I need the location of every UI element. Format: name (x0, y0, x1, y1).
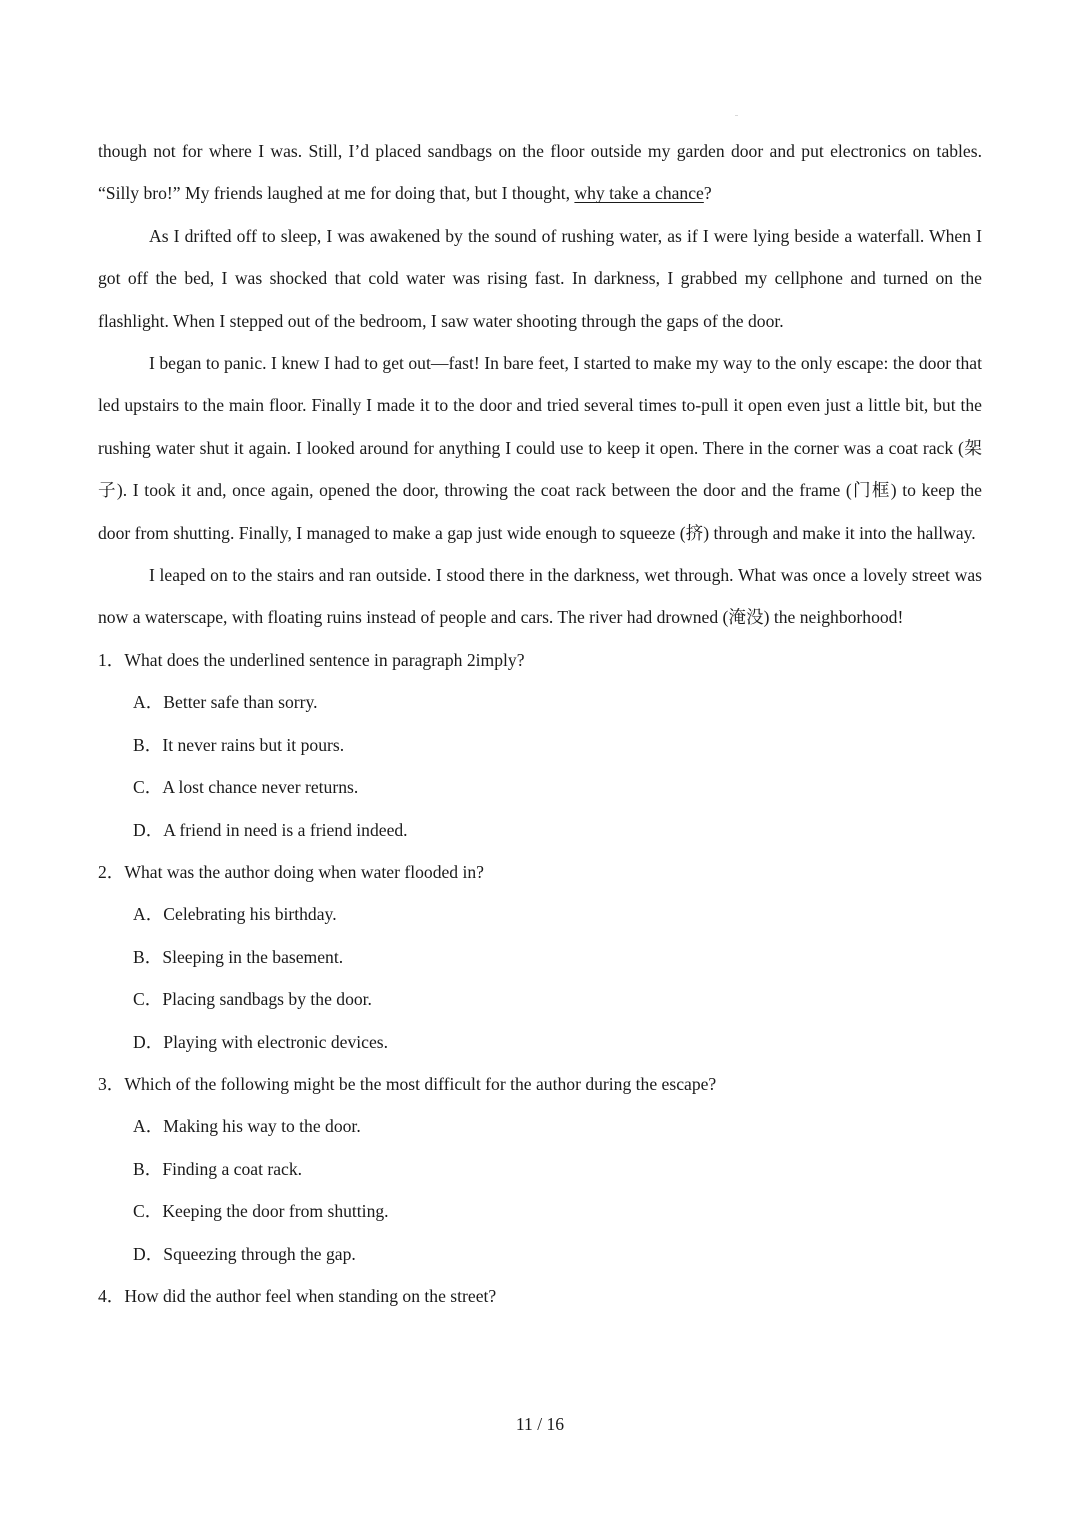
question-text: Which of the following might be the most difficult for the author during the escape? (124, 1073, 717, 1094)
question-3 (98, 1063, 982, 1105)
underlined-sentence: why take a chance (574, 183, 704, 204)
question-text: What was the author doing when water flooded in? (124, 861, 484, 882)
question-2-option-a[interactable]: A．Celebrating his birthday. (133, 904, 337, 925)
page-number: 11 / 16 (515, 1414, 565, 1434)
paragraph-1-text: though not for where I was. Still, I’d placed sandbags on the floor outside my garden door and put electronics on tables. “Silly bro!” My friends laughed at me for doing that, but I thought, (98, 141, 982, 204)
question-1-option-b[interactable]: B．It never rains but it pours. (133, 734, 345, 755)
question-1 (98, 639, 982, 681)
question-number: 2． (98, 861, 125, 882)
question-number: 3． (98, 1073, 125, 1094)
question-3-option-b[interactable]: B．Finding a coat rack. (133, 1158, 303, 1179)
question-2-option-b[interactable]: B．Sleeping in the basement. (133, 946, 344, 967)
question-number: 4． (98, 1285, 125, 1306)
question-2 (98, 851, 982, 893)
question-3-option-a[interactable]: A．Making his way to the door. (133, 1116, 361, 1137)
scan-speck (735, 115, 738, 116)
question-1-option-a[interactable]: A．Better safe than sorry. (133, 692, 318, 713)
document-page (98, 130, 982, 1317)
paragraph-1-end: ? (703, 183, 712, 204)
passage-paragraph-1 (98, 130, 982, 215)
question-1-option-d[interactable]: D．A friend in need is a friend indeed. (133, 819, 408, 840)
question-1-option-c[interactable]: C．A lost chance never returns. (133, 777, 359, 798)
passage-paragraph-2: As I drifted off to sleep, I was awakened by the sound of rushing water, as if I were lying beside a waterfall. When I got off the bed, I was shocked that cold water was rising fast. In darkness, I grabbed my cellphone and turned on the flashlight. When I stepped out of the bedroom, I saw water shooting through the gaps of the door. (98, 225, 982, 331)
question-text: What does the underlined sentence in paragraph 2imply? (124, 649, 525, 670)
passage-paragraph-4: I leaped on to the stairs and ran outside. I stood there in the darkness, wet through. What was once a lovely street was now a waterscape, with floating ruins instead of people and cars. The river had drowned (淹没) the neighborhood! (98, 565, 982, 628)
question-4 (98, 1275, 982, 1317)
passage-paragraph-3: I began to panic. I knew I had to get out—fast! In bare feet, I started to make my way to the only escape: the door that led upstairs to the main floor. Finally I made it to the door and tried several times to-pull it open even just a little bit, but the rushing water shut it again. I looked around for anything I could use to keep it open. There in the corner was a coat rack (架子). I took it and, once again, opened the door, throwing the coat rack between the door and the frame (门框) to keep the door from shutting. Finally, I managed to make a gap just wide enough to squeeze (挤) through and make it into the hallway. (98, 353, 982, 543)
question-3-option-d[interactable]: D．Squeezing through the gap. (133, 1243, 356, 1264)
question-number: 1． (98, 649, 125, 670)
question-text: How did the author feel when standing on the street? (124, 1285, 497, 1306)
question-2-option-d[interactable]: D．Playing with electronic devices. (133, 1031, 389, 1052)
question-3-option-c[interactable]: C．Keeping the door from shutting. (133, 1201, 389, 1222)
question-2-option-c[interactable]: C．Placing sandbags by the door. (133, 989, 372, 1010)
